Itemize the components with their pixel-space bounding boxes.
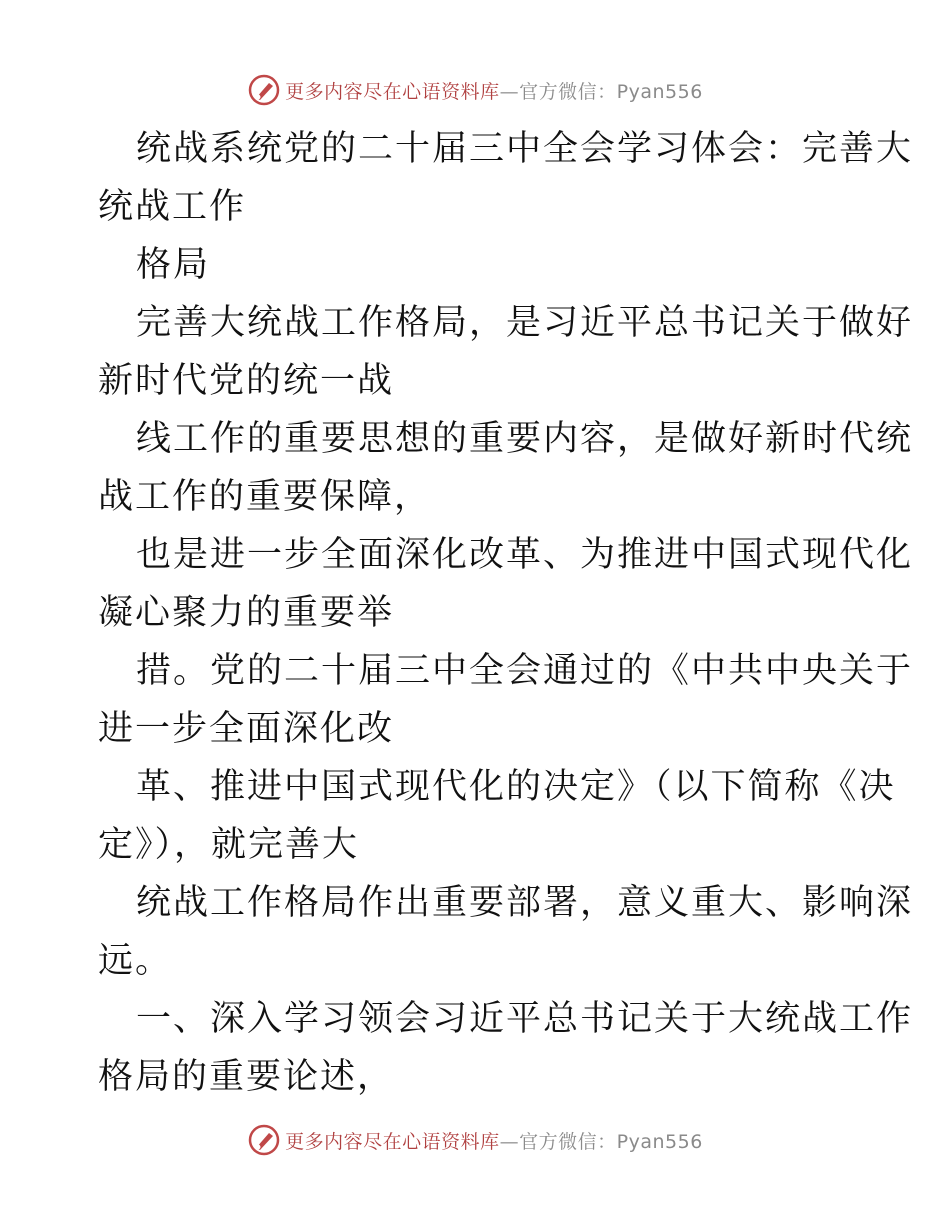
- pen-logo-icon: [247, 73, 281, 107]
- text-line: 统战系统党的二十届三中全会学习体会：完善大: [136, 129, 914, 169]
- paragraph: [98, 294, 914, 410]
- paragraph: [98, 410, 914, 526]
- text-line: 线工作的重要思想的重要内容，是做好新时代统: [136, 419, 914, 459]
- paragraph-section-heading: [98, 990, 914, 1106]
- text-line: 统战工作格局作出重要部署，意义重大、影响深: [136, 883, 914, 923]
- watermark-main: 更多内容尽在心语资料库: [285, 1130, 500, 1153]
- text-line: 定》），就完善大: [98, 825, 360, 865]
- paragraph: [98, 236, 858, 294]
- watermark-contact: 官方微信：Pyan556: [519, 1130, 703, 1153]
- footer-watermark-banner: [0, 1120, 950, 1160]
- text-line: 完善大统战工作格局，是习近平总书记关于做好: [136, 303, 914, 343]
- header-watermark-banner: [0, 70, 950, 110]
- text-line: 进一步全面深化改: [98, 709, 395, 749]
- paragraph-title: [98, 120, 914, 236]
- paragraph: [98, 526, 914, 642]
- paragraph: [98, 874, 914, 990]
- paragraph: [98, 642, 914, 758]
- text-line: 统战工作: [98, 187, 247, 227]
- document-body: [98, 120, 914, 1106]
- text-line: 也是进一步全面深化改革、为推进中国式现代化: [136, 535, 914, 575]
- watermark-text: [285, 77, 703, 104]
- text-line: 战工作的重要保障，: [98, 477, 432, 517]
- text-line: 一、深入学习领会习近平总书记关于大统战工作: [136, 999, 914, 1039]
- paragraph: [98, 758, 896, 874]
- text-line: 格局的重要论述，: [98, 1057, 395, 1097]
- watermark-dash: —: [499, 1130, 520, 1153]
- watermark-contact: 官方微信：Pyan556: [519, 80, 703, 103]
- text-line: 凝心聚力的重要举: [98, 593, 395, 633]
- watermark-dash: —: [499, 80, 520, 103]
- pen-logo-icon: [247, 1123, 281, 1157]
- text-line: 措。党的二十届三中全会通过的《中共中央关于: [136, 651, 914, 691]
- watermark-text: [285, 1127, 703, 1154]
- text-line: 新时代党的统一战: [98, 361, 395, 401]
- watermark-main: 更多内容尽在心语资料库: [285, 80, 500, 103]
- text-line: 革、推进中国式现代化的决定》（以下简称《决: [136, 767, 896, 807]
- text-line: 格局: [136, 245, 211, 285]
- text-line: 远。: [98, 941, 173, 981]
